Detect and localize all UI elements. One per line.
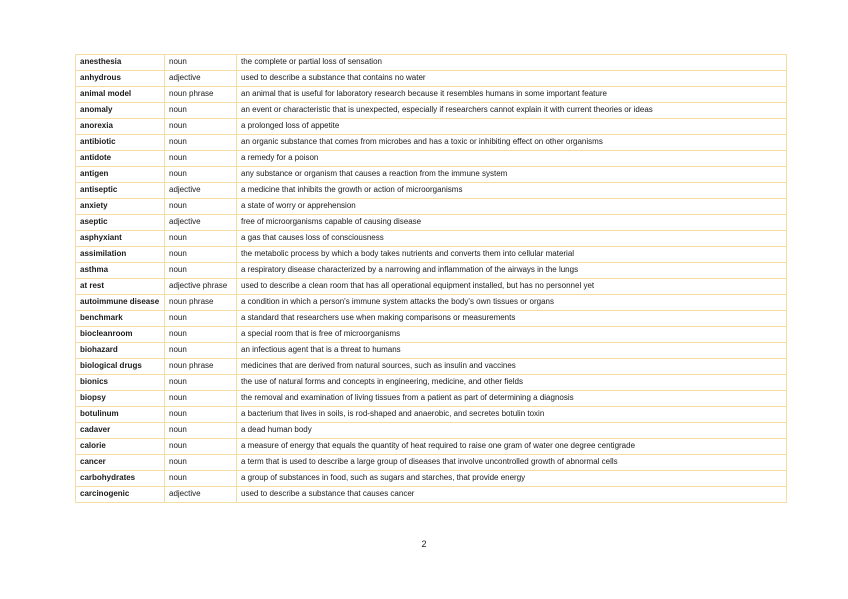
definition-cell: an event or characteristic that is unexpected, especially if researchers cannot explain it with current theories or ideas [237, 103, 787, 119]
definition-cell: used to describe a substance that contains no water [237, 71, 787, 87]
term-cell: bionics [76, 375, 165, 391]
table-row [76, 487, 787, 503]
definition-cell: a remedy for a poison [237, 151, 787, 167]
part-of-speech-cell: noun phrase [165, 87, 237, 103]
definition-cell: a standard that researchers use when making comparisons or measurements [237, 311, 787, 327]
table-row [76, 231, 787, 247]
definition-cell: an infectious agent that is a threat to humans [237, 343, 787, 359]
definition-cell: a group of substances in food, such as sugars and starches, that provide energy [237, 471, 787, 487]
table-row [76, 343, 787, 359]
definition-cell: a bacterium that lives in soils, is rod-shaped and anaerobic, and secretes botulin toxin [237, 407, 787, 423]
table-row [76, 375, 787, 391]
term-cell: benchmark [76, 311, 165, 327]
part-of-speech-cell: noun [165, 263, 237, 279]
term-cell: antiseptic [76, 183, 165, 199]
table-row [76, 71, 787, 87]
term-cell: anhydrous [76, 71, 165, 87]
part-of-speech-cell: noun [165, 311, 237, 327]
term-cell: cancer [76, 455, 165, 471]
part-of-speech-cell: noun [165, 55, 237, 71]
term-cell: biopsy [76, 391, 165, 407]
page-number: 2 [421, 539, 427, 549]
table-row [76, 55, 787, 71]
part-of-speech-cell: noun [165, 375, 237, 391]
term-cell: aseptic [76, 215, 165, 231]
table-row [76, 87, 787, 103]
table-row [76, 295, 787, 311]
part-of-speech-cell: noun [165, 391, 237, 407]
part-of-speech-cell: adjective [165, 487, 237, 503]
table-row [76, 247, 787, 263]
table-row [76, 167, 787, 183]
part-of-speech-cell: noun [165, 119, 237, 135]
definition-cell: a medicine that inhibits the growth or action of microorganisms [237, 183, 787, 199]
part-of-speech-cell: noun [165, 135, 237, 151]
table-row [76, 407, 787, 423]
definition-cell: used to describe a substance that causes cancer [237, 487, 787, 503]
term-cell: biohazard [76, 343, 165, 359]
term-cell: at rest [76, 279, 165, 295]
term-cell: autoimmune disease [76, 295, 165, 311]
definition-cell: medicines that are derived from natural sources, such as insulin and vaccines [237, 359, 787, 375]
part-of-speech-cell: noun [165, 103, 237, 119]
definition-cell: the metabolic process by which a body takes nutrients and converts them into cellular material [237, 247, 787, 263]
table-row [76, 135, 787, 151]
part-of-speech-cell: adjective [165, 215, 237, 231]
part-of-speech-cell: adjective phrase [165, 279, 237, 295]
term-cell: anxiety [76, 199, 165, 215]
table-row [76, 279, 787, 295]
term-cell: anorexia [76, 119, 165, 135]
part-of-speech-cell: noun [165, 407, 237, 423]
part-of-speech-cell: noun [165, 439, 237, 455]
part-of-speech-cell: noun [165, 231, 237, 247]
term-cell: animal model [76, 87, 165, 103]
glossary-body [76, 55, 787, 503]
term-cell: antigen [76, 167, 165, 183]
term-cell: asphyxiant [76, 231, 165, 247]
definition-cell: a term that is used to describe a large group of diseases that involve uncontrolled growth of abnormal cells [237, 455, 787, 471]
table-row [76, 327, 787, 343]
term-cell: biological drugs [76, 359, 165, 375]
term-cell: carcinogenic [76, 487, 165, 503]
table-row [76, 215, 787, 231]
table-row [76, 391, 787, 407]
part-of-speech-cell: adjective [165, 71, 237, 87]
term-cell: calorie [76, 439, 165, 455]
definition-cell: any substance or organism that causes a reaction from the immune system [237, 167, 787, 183]
part-of-speech-cell: noun [165, 455, 237, 471]
table-row [76, 119, 787, 135]
definition-cell: a special room that is free of microorganisms [237, 327, 787, 343]
definition-cell: the removal and examination of living tissues from a patient as part of determining a diagnosis [237, 391, 787, 407]
part-of-speech-cell: noun phrase [165, 359, 237, 375]
part-of-speech-cell: noun phrase [165, 295, 237, 311]
term-cell: anesthesia [76, 55, 165, 71]
definition-cell: free of microorganisms capable of causing disease [237, 215, 787, 231]
term-cell: botulinum [76, 407, 165, 423]
table-row [76, 311, 787, 327]
definition-cell: a state of worry or apprehension [237, 199, 787, 215]
glossary-table [75, 54, 787, 503]
table-row [76, 151, 787, 167]
part-of-speech-cell: noun [165, 247, 237, 263]
definition-cell: a prolonged loss of appetite [237, 119, 787, 135]
table-row [76, 199, 787, 215]
part-of-speech-cell: noun [165, 471, 237, 487]
term-cell: assimilation [76, 247, 165, 263]
table-row [76, 439, 787, 455]
term-cell: cadaver [76, 423, 165, 439]
term-cell: carbohydrates [76, 471, 165, 487]
term-cell: anomaly [76, 103, 165, 119]
table-row [76, 455, 787, 471]
definition-cell: a respiratory disease characterized by a narrowing and inflammation of the airways in the lungs [237, 263, 787, 279]
part-of-speech-cell: noun [165, 343, 237, 359]
term-cell: antidote [76, 151, 165, 167]
definition-cell: used to describe a clean room that has all operational equipment installed, but has no personnel yet [237, 279, 787, 295]
part-of-speech-cell: noun [165, 151, 237, 167]
part-of-speech-cell: noun [165, 167, 237, 183]
term-cell: biocleanroom [76, 327, 165, 343]
table-row [76, 103, 787, 119]
definition-cell: an organic substance that comes from microbes and has a toxic or inhibiting effect on other organisms [237, 135, 787, 151]
table-row [76, 263, 787, 279]
table-row [76, 471, 787, 487]
definition-cell: a measure of energy that equals the quantity of heat required to raise one gram of water one degree centigrade [237, 439, 787, 455]
part-of-speech-cell: noun [165, 199, 237, 215]
term-cell: antibiotic [76, 135, 165, 151]
part-of-speech-cell: adjective [165, 183, 237, 199]
definition-cell: an animal that is useful for laboratory research because it resembles humans in some important feature [237, 87, 787, 103]
definition-cell: a condition in which a person's immune system attacks the body's own tissues or organs [237, 295, 787, 311]
definition-cell: a dead human body [237, 423, 787, 439]
table-row [76, 359, 787, 375]
term-cell: asthma [76, 263, 165, 279]
definition-cell: the use of natural forms and concepts in engineering, medicine, and other fields [237, 375, 787, 391]
definition-cell: the complete or partial loss of sensation [237, 55, 787, 71]
definition-cell: a gas that causes loss of consciousness [237, 231, 787, 247]
part-of-speech-cell: noun [165, 327, 237, 343]
table-row [76, 183, 787, 199]
table-row [76, 423, 787, 439]
part-of-speech-cell: noun [165, 423, 237, 439]
